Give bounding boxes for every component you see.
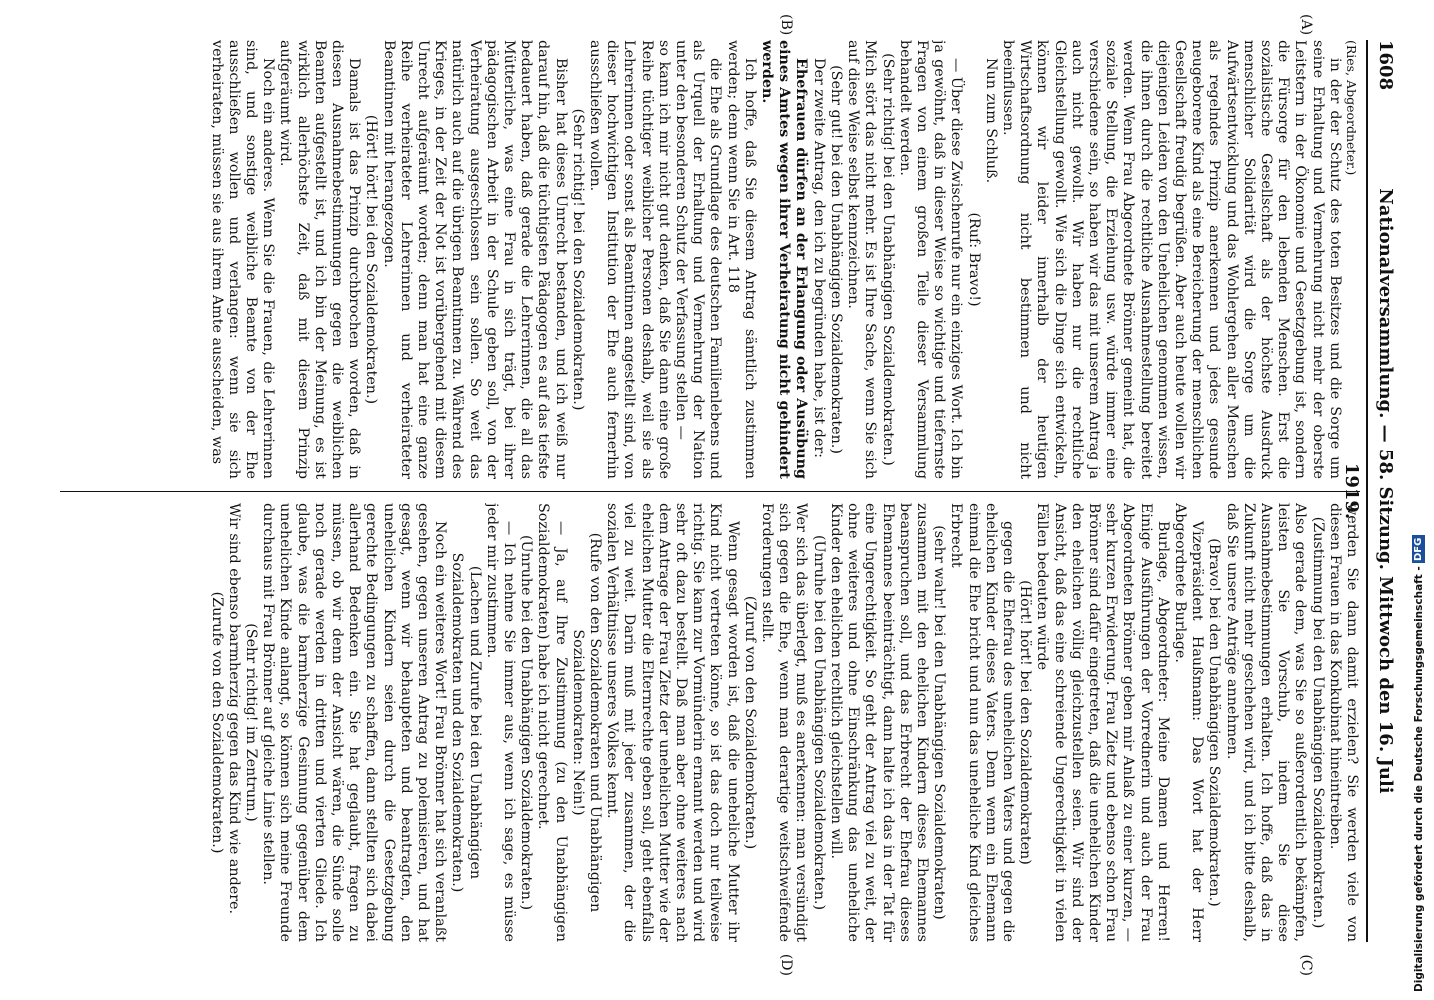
text-columns	[60, 14, 1366, 976]
right-column-paragraph: Vizepräsident Haußmann: Das Wort hat der Herr Abgeordnete Burlage.	[1171, 503, 1206, 942]
left-column-paragraph: Damals ist das Prinzip durchbrochen worden, daß in diesen Ausnahmebestimmungen gegen die weiblichen Beamten aufgestellt ist, und ich bin der Meinung, es ist wirklich allerhöchste Zeit, daß mit diesem Prinzip aufgeräumt wird.	[277, 40, 363, 479]
left-column-paragraph: (Ruf: Bravo!)	[965, 212, 982, 307]
right-column-paragraph: Burlage, Abgeordneter: Meine Damen und Herren! Einige Ausführungen der Vorrednerin und auch der Frau Abgeordneten Brönner geben mir Anlaß zu einer kurzen, — sehr kurzen Erwiderung. Frau Zietz und ebenso schon Frau Brönner sind dafür eingetreten, daß die unehelichen Kinder den ehelichen völlig gleichzustellen seien. Wir sind der Ansicht, daß das eine schreiende Ungerechtigkeit in vielen Fällen bedeuten würde	[1034, 503, 1171, 942]
right-column-paragraph: — Ja, auf Ihre Zustimmung (zu den Unabhängigen Sozialdemokraten) habe ich nicht gerechnet.	[535, 503, 569, 942]
digitization-note	[1412, 8, 1430, 992]
right-column-paragraph: zusammen mit den ehelichen Kindern dieses Ehemannes beanspruchen soll, und das Erbrecht der Ehefrau dieses Ehemannes beeinträchtigt, dann halte ich das in der Tat für eine Ungerechtigkeit. So geht der Antrag viel zu weit, der ohne weiteres und ohne Einschränkung das uneheliche Kinder den ehelichen rechtlich gleichstellen will.	[827, 503, 930, 942]
right-column-paragraph: Wer sich das überlegt, muß es anerkennen: man versündigt sich gegen die Ehe, wenn man derartige weitschweifende Forderungen stellt.	[759, 503, 810, 942]
left-column-paragraph: (Ries, Abgeordneter.)	[1344, 40, 1359, 176]
right-column-paragraph: Also gerade dem, was Sie so außerordentlich bekämpfen, leisten Sie Vorschub, indem Sie diese Ausnahmebestimmungen erhalten. Ich hoffe, daß das in Zukunft nicht mehr geschehen wird, und ich bitte deshalb, daß Sie unsere Anträge annehmen.	[1223, 503, 1309, 942]
left-column-paragraph: Mich stört das nicht mehr. Es ist Ihre Sache, wenn Sie sich auf diese Weise selbst kennzeichnen.	[845, 40, 879, 479]
right-column-paragraph: (Zustimmung bei den Unabhängigen Sozialdemokraten.)	[1309, 516, 1326, 929]
left-column-paragraph: so kann ich mir nicht gut denken, daß Sie dann eine große Reihe tüchtiger weiblicher Personen deshalb, weil sie als Lehrerinnen oder sonst als Beamtinnen angestellt sind, von dieser hochwichtigen Institution der Ehe auch fernerhin ausschließen wollen.	[587, 40, 672, 479]
left-column	[60, 40, 1360, 479]
margin-marker-b: (B)	[778, 14, 794, 36]
left-column-paragraph: Nun zum Schluß.	[982, 58, 999, 184]
column-divider	[60, 491, 1360, 492]
right-column-paragraph: (Sehr richtig! im Zentrum.)	[243, 623, 259, 822]
left-column-paragraph: Der zweite Antrag, den ich zu begründen habe, ist der:	[810, 58, 827, 458]
right-column-paragraph: (Unruhe bei den Unabhängigen Sozialdemokraten.)	[518, 534, 535, 911]
right-column-paragraph: (Unruhe bei den Unabhängigen Sozialdemokraten.)	[810, 534, 827, 911]
right-column-paragraph: (Rufe von den Sozialdemokraten und Unabhängigen Sozialdemokraten: Nein!)	[569, 532, 604, 913]
right-column-paragraph: — Ich nehme Sie immer aus, wenn ich sage, es müsse jeder mir zustimmen.	[483, 503, 518, 942]
left-column-paragraph: Noch ein anderes. Wenn Sie die Frauen, die Lehrerinnen sind, und sonstige weibliche Beamte von der Ehe ausschließen wollen und verlangen: wenn sie sich verheiraten, müssen sie aus ihrem Amte ausscheiden, was	[208, 40, 277, 479]
margin-marker-d: (D)	[778, 953, 794, 976]
left-column-paragraph: Ich hoffe, daß Sie diesem Antrag sämtlich zustimmen werden; denn wenn Sie in Art. 118	[724, 40, 758, 479]
margin-marker-a: (A)	[1298, 14, 1314, 36]
right-column-paragraph: (sehr wahr! bei den Unabhängigen Sozialdemokraten)	[931, 525, 948, 920]
left-column-paragraph: Bisher hat dieses Unrecht bestanden, und ich weiß nur darauf hin, daß die tüchtigsten Pädagogen es auf das tiefste bedauert haben, daß gerade die Lehrerinnen, die all das Mütterliche, was eine Frau in sich trägt, bei ihrer pädagogischen Arbeit in der Schule geben soll, von der Verheiratung ausgeschlossen sein sollen. So weit das natürlich auch auf die übrigen Beamtinnen zu. Während des Krieges, in der Zeit der Not ist vorübergehend mit diesem Unrecht aufgeräumt worden; denn man hat eine ganze Reihe verheirateter Lehrerinnen und verheirateter Beamtinnen mit herangezogen.	[380, 40, 569, 479]
right-column	[60, 503, 1360, 942]
right-column-paragraph: gegen die Ehefrau des unehelichen Vaters und gegen die ehelichen Kinder dieses Vaters. Denn wenn ein Ehemann einmal die Ehe bricht und nun das uneheliche Kind gleiches Erbrecht	[948, 503, 1016, 942]
page-title: Nationalversammlung. — 58. Sitzung. Mittwoch den 16. Juli 1919.	[1341, 188, 1396, 794]
left-column-paragraph: (Sehr richtig! bei den Unabhängigen Sozialdemokraten.)	[879, 53, 896, 466]
right-column-paragraph: (Zuruf von den Sozialdemokraten.)	[741, 595, 758, 850]
margin-marker-c: (C)	[1298, 954, 1314, 976]
right-column-paragraph: Wir sind ebenso barmherzig gegen das Kind wie andere.	[225, 503, 242, 915]
right-column-paragraph: (Zurufe von den Sozialdemokraten.)	[208, 591, 225, 854]
right-column-paragraph: Noch ein weiteres Wort! Frau Brönner hat sich veranlaßt gesehen, gegen unseren Antrag zu polemisieren, und hat gesagt, wenn wir behaupteten und beantragten, den unehelichen Kindern seien durch die Gesetzgebung gerechte Bedingungen zu schaffen, dann stellten sich dabei allerhand Bedenken ein. Sie hat geglaubt, fragen zu müssen, ob wir denn der Ansicht wären, die Sünde solle noch gerade werden in dritten und vierten Gliede. Ich glaube, was die barmherzige Gesinnung gegenüber dem unehelichen Kinde anlangt, so können sich meine Freunde durchaus mit Frau Brönner auf gleiche Linie stellen.	[260, 503, 449, 942]
right-column-paragraph: werden Sie dann damit erzielen? Sie werden viele von diesen Frauen in das Konkubinat hineintreiben.	[1326, 503, 1360, 942]
left-column-paragraph: (Hört! hört! bei den Sozialdemokraten.)	[363, 114, 380, 405]
page-number: 1608	[1375, 40, 1396, 91]
left-column-paragraph: die Ehe als Grundlage des deutschen Familienlebens und als Urquell der Erhaltung und Vermehrung der Nation unter den besonderen Schutz der Verfassung stellen —	[673, 40, 724, 479]
left-column-paragraph: Ehefrauen dürfen an der Erlangung oder Ausübung eines Amtes wegen ihrer Verheiratung nicht gehindert werden.	[759, 40, 810, 479]
right-column-paragraph: (Hört! hört! bei den Sozialdemokraten)	[1017, 580, 1034, 865]
right-column-paragraph: (Lachen und Zurufe bei den Unabhängigen Sozialdemokraten und den Sozialdemokraten.)	[449, 552, 483, 893]
left-column-paragraph: in der der Schutz des toten Besitzes und die Sorge um seine Erhaltung und Vermehrung nicht mehr der oberste Leitstern in der Ökonomie und Gesetzgebung ist, sondern die Fürsorge für den lebenden Menschen. Erst die sozialistische Gesellschaft als der höchste Ausdruck menschlicher Solidarität wird die Sorge um die Aufwärtsentwicklung und das Wohlergehen aller Menschen als regelndes Prinzip anerkennen und jedes gesunde neugeborene Kind als eine Bereicherung der menschlichen Gesellschaft freudig begrüßen. Aber auch heute wollen wir diejenigen Leiden von den Unehelichen genommen wissen, die ihnen durch die rechtliche Ausnahmestellung bereitet werden. Wenn Frau Abgeordnete Brönner gemeint hat, die soziale Stellung, die Erziehung usw. würde immer eine verschiedene sein, so haben wir das mit unserem Antrag ja auch nicht gewollt. Wir haben nur die rechtliche Gleichstellung gewollt. Wie sich die Dinge sich entwickeln, können wir leider innerhalb der heutigen Wirtschaftsordnung nicht bestimmen und nicht beeinflussen.	[999, 40, 1343, 479]
right-column-paragraph: Wenn gesagt worden ist, daß die uneheliche Mutter ihr Kind nicht vertreten könne, so ist das doch nur teilweise richtig. Sie kann zur Vormünderin ernannt werden und wird sehr oft dazu bestellt. Daß man aber ohne weiteres nach dem Antrage der Frau Zietz der unehelichen Mutter wie der ehelichen Mutter die Elternrechte geben soll, geht ebenfalls viel zu weit. Darin muß mit jeder zusammen, der die sozialen Verhältnisse unseres Volkes kennt.	[604, 503, 741, 942]
dfg-logo: DFG	[1413, 537, 1424, 561]
rotated-page	[50, 0, 1410, 1000]
right-column-paragraph: (Bravo! bei den Unabhängigen Sozialdemokraten.)	[1206, 538, 1223, 907]
left-column-paragraph: (Sehr gut! bei den Unabhängigen Sozialdemokraten.)	[827, 65, 844, 454]
digitization-note-text: Digitalisierung gefördert durch die Deutsche Forschungsgemeinschaft -	[1413, 566, 1425, 992]
left-column-paragraph: (Sehr richtig! bei den Sozialdemokraten.)	[569, 108, 586, 411]
left-column-paragraph: — Über diese Zwischenrufe nur ein einziges Wort. Ich bin ja gewöhnt, daß in dieser Weise so wichtige und tiefernste Fragen von einem großen Teile dieser Versammlung behandelt werden.	[896, 40, 965, 479]
